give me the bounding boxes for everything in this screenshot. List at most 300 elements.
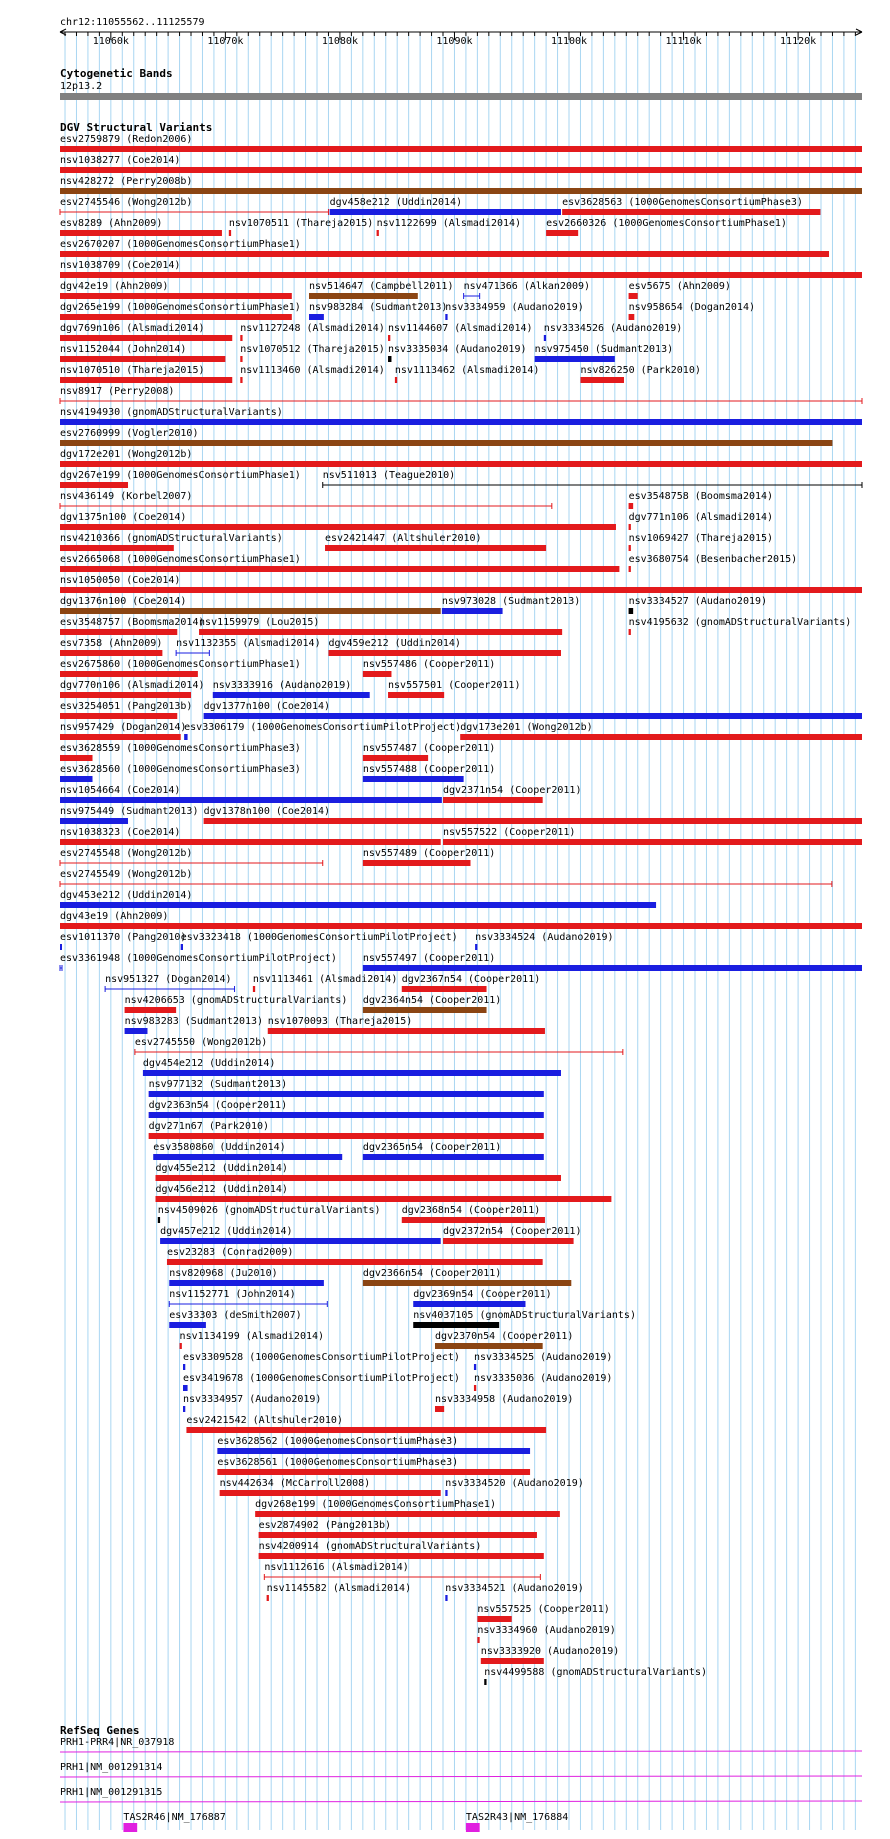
sv-feature[interactable] [160,1226,441,1244]
sv-feature[interactable] [60,701,192,719]
sv-bar[interactable] [60,167,862,173]
sv-feature[interactable] [60,365,232,383]
sv-feature[interactable] [60,449,862,467]
sv-feature[interactable] [268,1016,545,1034]
sv-feature[interactable] [60,407,862,425]
sv-label: nsv3334960 (Audano2019) [477,1625,616,1636]
sv-bar[interactable] [60,146,862,152]
sv-bar[interactable] [363,1280,571,1286]
sv-bar[interactable] [60,923,862,929]
sv-bar[interactable] [363,671,392,677]
sv-feature[interactable] [186,1415,546,1433]
sv-label: nsv428272 (Perry2008b) [60,176,193,187]
sv-feature[interactable] [181,932,458,950]
sv-bar[interactable] [475,944,477,950]
sv-feature[interactable] [60,533,283,551]
sv-feature[interactable] [156,1184,612,1202]
sv-bar[interactable] [181,944,183,950]
sv-bar[interactable] [186,1427,546,1433]
sv-bar[interactable] [413,1301,525,1307]
sv-bar[interactable] [445,314,447,320]
sv-feature[interactable] [60,806,198,824]
sv-bar[interactable] [60,713,177,719]
sv-bar[interactable] [183,1406,185,1412]
sv-feature[interactable] [259,1520,537,1538]
sv-bar[interactable] [217,1448,530,1454]
sv-bar[interactable] [60,377,232,383]
sv-feature[interactable] [149,1079,544,1097]
sv-feature[interactable] [546,218,787,236]
sv-bar[interactable] [309,314,324,320]
sv-bar[interactable] [60,692,191,698]
sv-bar[interactable] [60,251,829,257]
sv-bar[interactable] [629,314,635,320]
sv-feature[interactable] [377,218,522,236]
sv-feature[interactable] [183,1373,460,1391]
sv-bar[interactable] [402,1217,545,1223]
sv-bar[interactable] [445,1490,447,1496]
sv-bar[interactable] [477,1616,511,1622]
sv-feature[interactable] [167,1247,543,1265]
sv-feature[interactable] [264,1562,540,1580]
sv-bar[interactable] [255,1511,560,1517]
sv-bar[interactable] [199,629,562,635]
gene-line[interactable] [60,1751,862,1752]
sv-bar[interactable] [445,1595,447,1601]
sv-feature[interactable] [580,365,700,383]
sv-feature[interactable] [60,428,832,446]
sv-bar[interactable] [629,629,631,635]
sv-label: nsv3334526 (Audano2019) [543,323,683,334]
sv-feature[interactable] [413,1289,551,1307]
dgv-track-title: DGV Structural Variants [60,121,213,134]
sv-feature[interactable] [402,974,540,992]
gene-feature[interactable] [466,1812,568,1832]
sv-label: nsv3334957 (Audano2019) [182,1394,322,1405]
sv-bar[interactable] [60,461,862,467]
sv-bar[interactable] [60,776,93,782]
sv-label: esv3548758 (Boomsma2014) [628,491,774,502]
sv-label: esv2745549 (Wong2012b) [60,869,193,880]
sv-bar[interactable] [149,1112,544,1118]
sv-feature[interactable] [60,344,225,362]
ruler-tick-label: 11100k [550,36,588,47]
sv-feature[interactable] [169,1289,327,1307]
sv-bar[interactable] [156,1196,612,1202]
sv-label: esv2759879 (Redon2006) [60,134,193,145]
sv-bar[interactable] [60,671,198,677]
sv-feature[interactable] [629,554,798,572]
sv-feature[interactable] [443,827,862,845]
sv-label: esv3628561 (1000GenomesConsortiumPhase3) [217,1457,459,1468]
sv-feature[interactable] [328,638,561,656]
sv-bar[interactable] [60,440,832,446]
sv-feature[interactable] [267,1583,412,1601]
sv-bar[interactable] [395,377,397,383]
sv-feature[interactable] [60,932,186,950]
sv-label: nsv4206653 (gnomADStructuralVariants) [124,995,348,1006]
sv-bar[interactable] [484,1679,486,1685]
sv-bar[interactable] [153,1154,342,1160]
sv-bar[interactable] [363,755,428,761]
sv-feature[interactable] [60,512,616,530]
sv-feature[interactable] [388,323,533,341]
sv-feature[interactable] [562,197,820,215]
gene-box[interactable] [123,1823,137,1832]
sv-feature[interactable] [60,260,862,278]
sv-bar[interactable] [474,1364,476,1370]
sv-bar[interactable] [629,293,638,299]
sv-bar[interactable] [143,1070,561,1076]
sv-feature[interactable] [60,785,442,803]
sv-bar[interactable] [240,377,242,383]
gene-line[interactable] [60,1801,862,1802]
sv-feature[interactable] [363,1142,544,1160]
sv-feature[interactable] [60,659,301,677]
sv-bar[interactable] [60,797,442,803]
sv-bar[interactable] [60,818,128,824]
sv-feature[interactable] [395,365,539,383]
sv-bar[interactable] [629,608,634,614]
sv-bar[interactable] [435,1406,444,1412]
sv-label: esv3309528 (1000GenomesConsortiumPilotProject) [182,1352,460,1363]
sv-label: esv3680754 (Besenbacher2015) [628,554,798,565]
sv-bar[interactable] [60,755,93,761]
sv-bar[interactable] [309,293,418,299]
sv-bar[interactable] [149,1091,544,1097]
sv-bar[interactable] [217,1469,530,1475]
sv-bar[interactable] [240,335,242,341]
sv-feature[interactable] [220,1478,441,1496]
sv-label: dgv2363n54 (Cooper2011) [148,1100,288,1111]
gene-feature[interactable] [60,1787,862,1802]
sv-feature[interactable] [413,1310,636,1328]
sv-feature[interactable] [60,680,205,698]
sv-bar[interactable] [388,335,390,341]
sv-bar[interactable] [60,272,862,278]
sv-feature[interactable] [402,1205,545,1223]
sv-feature[interactable] [60,386,862,404]
sv-feature[interactable] [60,218,222,236]
sv-bar[interactable] [629,566,631,572]
sv-label: nsv557486 (Cooper2011) [362,659,496,670]
sv-label: dgv2371n54 (Cooper2011) [443,785,582,796]
gene-feature[interactable] [123,1812,225,1832]
sv-label: dgv453e212 (Uddin2014) [60,890,193,901]
sv-feature[interactable] [60,323,232,341]
sv-bar[interactable] [204,713,862,719]
sv-feature[interactable] [60,302,301,320]
sv-bar[interactable] [158,1217,160,1223]
sv-bar[interactable] [160,1238,441,1244]
sv-bar[interactable] [363,860,471,866]
sv-bar[interactable] [60,314,292,320]
sv-feature[interactable] [363,1268,571,1286]
sv-feature[interactable] [149,1100,544,1118]
sv-feature[interactable] [259,1541,544,1559]
sv-bar[interactable] [443,1238,574,1244]
sv-feature[interactable] [180,1331,324,1349]
sv-bar[interactable] [629,503,634,509]
sv-bar[interactable] [474,1385,476,1391]
sv-feature[interactable] [213,680,370,698]
sv-label: nsv4210366 (gnomADStructuralVariants) [60,533,283,544]
sv-bar[interactable] [253,986,255,992]
sv-feature[interactable] [544,323,682,341]
sv-bar[interactable] [220,1490,441,1496]
gene-box[interactable] [466,1823,480,1832]
sv-label: esv5675 (Ahn2009) [628,281,731,292]
sv-bar[interactable] [259,1532,537,1538]
sv-feature[interactable] [629,617,852,635]
sv-feature[interactable] [60,743,301,761]
sv-feature[interactable] [481,1646,619,1664]
sv-feature[interactable] [60,827,441,845]
ruler-tick-label: 11080k [321,36,358,47]
sv-feature[interactable] [255,1499,560,1517]
sv-label: nsv8917 (Perry2008) [60,386,175,397]
sv-bar[interactable] [580,377,624,383]
sv-label: dgv2369n54 (Cooper2011) [413,1289,552,1300]
sv-bar[interactable] [442,608,503,614]
sv-label: nsv826250 (Park2010) [580,365,701,376]
sv-bar[interactable] [169,1322,206,1328]
sv-label: nsv1038323 (Coe2014) [60,827,181,838]
sv-feature[interactable] [217,1457,530,1475]
sv-bar[interactable] [229,230,231,236]
sv-feature[interactable] [464,281,590,299]
sv-label: esv2665068 (1000GenomesConsortiumPhase1) [60,554,301,565]
sv-label: esv3306179 (1000GenomesConsortiumPilotProject) [184,722,462,733]
sv-bar[interactable] [481,1658,544,1664]
sv-feature[interactable] [330,197,561,215]
sv-bar[interactable] [268,1028,545,1034]
sv-feature[interactable] [60,176,862,194]
sv-bar[interactable] [629,524,631,530]
sv-feature[interactable] [169,1268,324,1286]
sv-bar[interactable] [259,1553,544,1559]
sv-feature[interactable] [629,302,755,320]
sv-bar[interactable] [169,1280,324,1286]
sv-label: dgv2372n54 (Cooper2011) [443,1226,582,1237]
sv-bar[interactable] [167,1259,543,1265]
sv-feature[interactable] [629,491,774,509]
sv-bar[interactable] [60,734,181,740]
sv-bar[interactable] [60,587,862,593]
sv-label: esv23283 (Conrad2009) [166,1247,294,1258]
sv-feature[interactable] [60,197,328,215]
sv-label: nsv557525 (Cooper2011) [477,1604,610,1615]
sv-label: nsv957429 (Dogan2014) [60,722,187,733]
sv-feature[interactable] [60,953,337,971]
sv-feature[interactable] [125,995,348,1013]
sv-bar[interactable] [325,545,546,551]
sv-bar[interactable] [413,1322,499,1328]
sv-feature[interactable] [60,722,186,740]
sv-label: dgv770n106 (Alsmadi2014) [60,680,205,691]
sv-bar[interactable] [60,944,62,950]
sv-feature[interactable] [153,1142,342,1160]
sv-feature[interactable] [60,470,301,488]
sv-bar[interactable] [363,1007,487,1013]
sv-feature[interactable] [60,869,832,887]
sv-bar[interactable] [388,356,391,362]
sv-label: dgv268e199 (1000GenomesConsortiumPhase1) [255,1499,496,1510]
sv-bar[interactable] [328,650,561,656]
sv-bar[interactable] [60,545,174,551]
sv-feature[interactable] [443,785,581,803]
sv-feature[interactable] [477,1625,615,1643]
sv-bar[interactable] [60,419,862,425]
sv-feature[interactable] [309,302,447,320]
sv-feature[interactable] [629,281,731,299]
sv-feature[interactable] [363,764,495,782]
gene-feature[interactable] [60,1737,862,1752]
sv-bar[interactable] [183,1385,188,1391]
sv-bar[interactable] [363,965,862,971]
sv-bar[interactable] [184,734,187,740]
sv-bar[interactable] [240,356,242,362]
sv-bar[interactable] [60,566,619,572]
sv-feature[interactable] [60,155,862,173]
sv-feature[interactable] [183,1394,321,1412]
sv-label: nsv4194930 (gnomADStructuralVariants) [60,407,283,418]
sv-feature[interactable] [629,533,774,551]
sv-feature[interactable] [125,1016,263,1034]
sv-feature[interactable] [60,281,292,299]
sv-feature[interactable] [253,974,398,992]
sv-bar[interactable] [60,839,441,845]
sv-label: nsv4037105 (gnomADStructuralVariants) [413,1310,636,1321]
sv-bar[interactable] [546,230,578,236]
sv-bar[interactable] [363,1154,544,1160]
sv-feature[interactable] [217,1436,530,1454]
sv-feature[interactable] [435,1394,573,1412]
refseq-track [60,1737,862,1832]
sv-feature[interactable] [149,1121,544,1139]
sv-feature[interactable] [183,1352,460,1370]
sv-feature[interactable] [105,974,234,992]
sv-bar[interactable] [363,776,464,782]
sv-feature[interactable] [60,638,162,656]
sv-feature[interactable] [60,239,829,257]
sv-label: nsv557501 (Cooper2011) [388,680,521,691]
sv-label: nsv3334520 (Audano2019) [445,1478,584,1489]
sv-bar[interactable] [460,734,862,740]
sv-bar[interactable] [60,188,862,194]
sv-label: nsv557489 (Cooper2011) [362,848,496,859]
sv-bar[interactable] [443,797,543,803]
sv-bar[interactable] [156,1175,561,1181]
sv-feature[interactable] [143,1058,561,1076]
sv-bar[interactable] [388,692,444,698]
sv-bar[interactable] [60,608,441,614]
sv-bar[interactable] [125,1028,148,1034]
sv-bar[interactable] [60,629,177,635]
sv-feature[interactable] [443,1226,581,1244]
sv-feature[interactable] [60,764,301,782]
sv-bar[interactable] [60,524,616,530]
gene-feature[interactable] [60,1762,862,1777]
sv-bar[interactable] [60,650,162,656]
sv-feature[interactable] [135,1037,623,1055]
sv-feature[interactable] [363,659,495,677]
sv-feature[interactable] [484,1667,707,1685]
sv-bar[interactable] [125,1007,177,1013]
sv-bar[interactable] [562,209,820,215]
cytobands-title: Cytogenetic Bands [60,67,173,80]
sv-feature[interactable] [60,575,862,593]
sv-label: esv2675860 (1000GenomesConsortiumPhase1) [60,659,301,670]
sv-feature[interactable] [442,596,580,614]
sv-feature[interactable] [60,911,862,929]
sv-bar[interactable] [377,230,379,236]
sv-feature[interactable] [435,1331,573,1349]
sv-bar[interactable] [330,209,561,215]
sv-feature[interactable] [363,995,501,1013]
gene-label: PRH1|NM_001291314 [60,1762,163,1773]
sv-bar[interactable] [204,818,862,824]
sv-feature[interactable] [363,743,495,761]
sv-feature[interactable] [325,533,546,551]
sv-bar[interactable] [213,692,370,698]
sv-feature[interactable] [199,617,562,635]
sv-feature[interactable] [60,596,441,614]
sv-label: nsv511013 (Teague2010) [322,470,456,481]
sv-bar[interactable] [60,230,222,236]
sv-bar[interactable] [544,335,546,341]
sv-bar[interactable] [402,986,487,992]
sv-feature[interactable] [60,890,656,908]
sv-label: esv3628562 (1000GenomesConsortiumPhase3) [217,1436,459,1447]
sv-bar[interactable] [183,1364,185,1370]
gene-line[interactable] [60,1776,862,1777]
sv-feature[interactable] [475,932,613,950]
sv-label: nsv1038277 (Coe2014) [60,155,181,166]
sv-bar[interactable] [60,482,128,488]
sv-bar[interactable] [60,335,232,341]
sv-bar[interactable] [629,545,631,551]
sv-bar[interactable] [60,293,292,299]
sv-bar[interactable] [60,356,225,362]
sv-feature[interactable] [169,1310,301,1328]
sv-bar[interactable] [180,1343,182,1349]
sv-bar[interactable] [435,1343,543,1349]
cytoband-bar[interactable] [60,93,862,100]
sv-bar[interactable] [443,839,862,845]
sv-label: nsv1038709 (Coe2014) [60,260,181,271]
sv-feature[interactable] [60,134,862,152]
sv-bar[interactable] [60,902,656,908]
sv-bar[interactable] [535,356,615,362]
sv-label: esv1011370 (Pang2010) [60,932,187,943]
sv-bar[interactable] [149,1133,544,1139]
sv-feature[interactable] [535,344,673,362]
sv-label: esv3254051 (Pang2013b) [60,701,193,712]
sv-feature[interactable] [629,512,774,530]
sv-label: nsv977132 (Sudmant2013) [148,1079,288,1090]
sv-feature[interactable] [477,1604,609,1622]
sv-feature[interactable] [60,617,205,635]
sv-bar[interactable] [477,1637,479,1643]
sv-feature[interactable] [363,848,495,866]
sv-label: dgv454e212 (Uddin2014) [142,1058,276,1069]
sv-label: dgv267e199 (1000GenomesConsortiumPhase1) [60,470,301,481]
sv-feature[interactable] [60,848,323,866]
sv-label: nsv1070511 (Thareja2015) [228,218,374,229]
sv-bar[interactable] [267,1595,269,1601]
sv-label: nsv557522 (Cooper2011) [443,827,576,838]
